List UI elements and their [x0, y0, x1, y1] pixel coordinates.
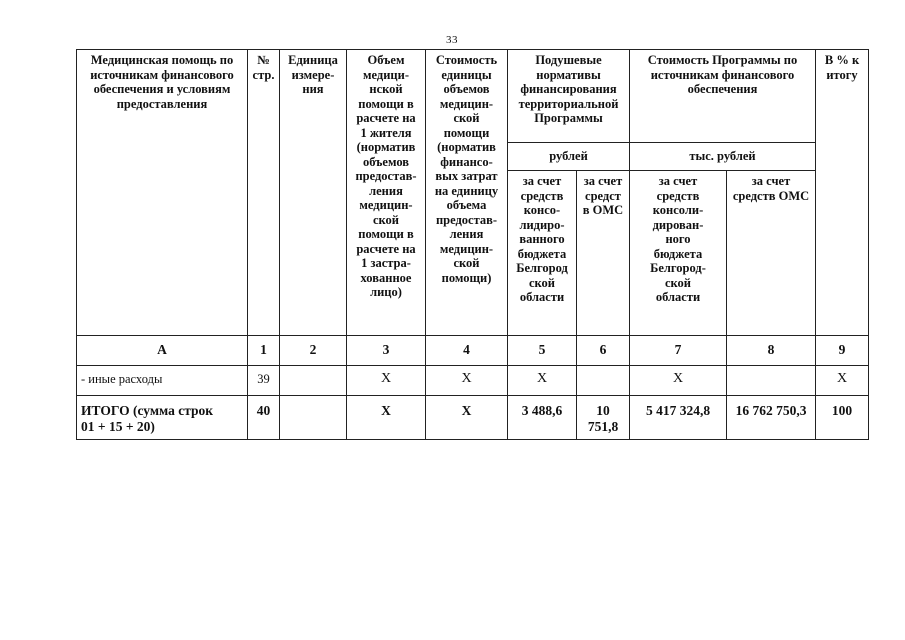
row-volume: Х [347, 396, 426, 440]
header-thousand-rubles: тыс. рублей [630, 143, 816, 171]
table-row-total [77, 396, 869, 440]
header-program-cost: Стоимость Программы по источникам финансового обеспечения [630, 50, 816, 143]
row-per-capita-budget: Х [508, 366, 577, 396]
column-number: 4 [426, 336, 508, 366]
row-number: 40 [248, 396, 280, 440]
column-number: 1 [248, 336, 280, 366]
row-unit [280, 366, 347, 396]
row-label: ИТОГО (сумма строк 01 + 15 + 20) [77, 396, 248, 440]
row-label: - иные расходы [77, 366, 248, 396]
row-per-capita-oms [577, 366, 630, 396]
row-program-oms: 16 762 750,3 [727, 396, 816, 440]
header-rubles: рублей [508, 143, 630, 171]
column-numbers-row [77, 336, 869, 366]
header-row-1 [77, 50, 869, 143]
row-percent: Х [816, 366, 869, 396]
header-per-capita-oms: за счет средст в ОМС [577, 171, 630, 336]
row-program-budget: 5 417 324,8 [630, 396, 727, 440]
financing-table [76, 49, 869, 440]
row-percent: 100 [816, 396, 869, 440]
row-number: 39 [248, 366, 280, 396]
column-number: А [77, 336, 248, 366]
column-number: 9 [816, 336, 869, 366]
table-row [77, 366, 869, 396]
page-number: 33 [446, 34, 458, 46]
header-unit-cost: Стоимость единицы объемов медицин- ской помощи (норматив финансо- вых затрат на единицу объема предостав- ления медицин- ской помощи) [426, 50, 508, 336]
column-number: 8 [727, 336, 816, 366]
header-source: Медицинская помощь по источникам финансового обеспечения и условиям предоставления [77, 50, 248, 336]
header-volume: Объем медици- нской помощи в расчете на 1 жителя (норматив объемов предостав- ления медицин- ской помощи в расчете на 1 застра- хованное лицо) [347, 50, 426, 336]
column-number: 3 [347, 336, 426, 366]
row-per-capita-oms: 10 751,8 [577, 396, 630, 440]
row-unit-cost: Х [426, 366, 508, 396]
row-program-oms [727, 366, 816, 396]
row-volume: Х [347, 366, 426, 396]
header-program-oms: за счет средств ОМС [727, 171, 816, 336]
header-per-capita: Подушевые нормативы финансирования территориальной Программы [508, 50, 630, 143]
header-program-budget: за счет средств консоли- дирован- ного бюджета Белгород- ской области [630, 171, 727, 336]
header-unit: Единица измере- ния [280, 50, 347, 336]
row-unit-cost: Х [426, 396, 508, 440]
header-row-number: № стр. [248, 50, 280, 336]
column-number: 6 [577, 336, 630, 366]
header-percent: В % к итогу [816, 50, 869, 336]
row-unit [280, 396, 347, 440]
row-program-budget: Х [630, 366, 727, 396]
column-number: 7 [630, 336, 727, 366]
header-per-capita-budget: за счет средств консо- лидиро- ванного бюджета Белгород ской области [508, 171, 577, 336]
row-per-capita-budget: 3 488,6 [508, 396, 577, 440]
column-number: 2 [280, 336, 347, 366]
column-number: 5 [508, 336, 577, 366]
